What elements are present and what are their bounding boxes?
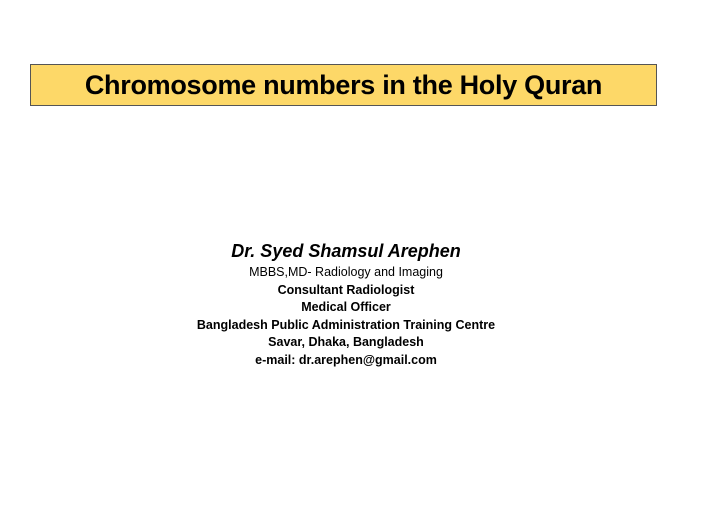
author-name: Dr. Syed Shamsul Arephen [231,241,461,261]
author-email: e-mail: dr.arephen@gmail.com [255,352,437,367]
author-info [150,238,542,369]
author-location: Savar, Dhaka, Bangladesh [268,335,424,349]
author-role: Medical Officer [301,300,391,314]
author-institution: Bangladesh Public Administration Training Centre [196,317,496,332]
page-title: Chromosome numbers in the Holy Quran [84,69,603,100]
author-degrees: MBBS,MD- Radiology and Imaging [249,265,443,279]
author-position: Consultant Radiologist [277,282,415,297]
title-banner [30,64,657,106]
